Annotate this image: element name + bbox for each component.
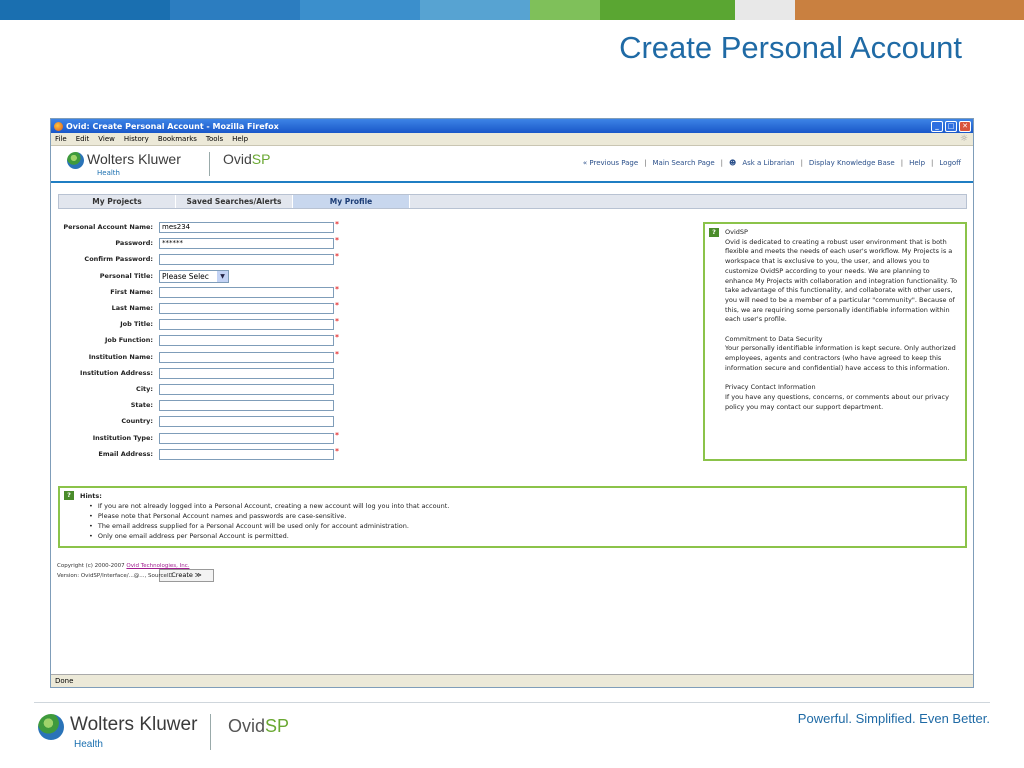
- create-button[interactable]: Create ≫: [159, 569, 214, 582]
- form-row: [51, 416, 351, 428]
- band-segment: [735, 0, 795, 20]
- field-label: Institution Name:: [88, 352, 153, 361]
- text-field[interactable]: mes234: [159, 222, 334, 233]
- band-segment: [170, 0, 300, 20]
- footer-divider: [34, 702, 990, 703]
- hints-title: Hints:: [80, 492, 102, 500]
- form-row: [51, 368, 351, 380]
- footer-product-b: SP: [265, 716, 290, 736]
- info-paragraph: [725, 383, 959, 412]
- status-bar: [51, 674, 973, 687]
- required-marker: *: [335, 349, 339, 359]
- required-marker: *: [335, 317, 339, 327]
- field-label: City:: [136, 385, 153, 393]
- field-label: State:: [130, 401, 153, 410]
- footer-logo-divider: [210, 714, 211, 750]
- field-label: Job Title:: [120, 320, 153, 329]
- text-field[interactable]: [159, 416, 334, 427]
- copyright-text: Copyright (c) 2000-2007: [57, 563, 127, 569]
- wolters-kluwer-globe-icon: [67, 152, 84, 169]
- form-row: [51, 446, 351, 461]
- form-row: [51, 384, 351, 396]
- field-label: Institution Type:: [92, 433, 153, 442]
- band-segment: [300, 0, 420, 20]
- maximize-button[interactable]: □: [945, 121, 957, 132]
- help-icon: ?: [709, 228, 719, 237]
- ovidsp-logo: [223, 151, 270, 167]
- hint-item: • Please note that Personal Account names and passwords are case-sensitive.: [89, 511, 965, 521]
- field-label: Country:: [121, 417, 153, 426]
- logo-sub: Health: [97, 169, 120, 177]
- hints-box: [58, 486, 967, 548]
- text-field[interactable]: [159, 433, 334, 444]
- link-logoff[interactable]: Logoff: [939, 159, 961, 167]
- site-header: [51, 146, 973, 183]
- tab-saved-searches[interactable]: Saved Searches/Alerts: [176, 195, 293, 208]
- form-row: [51, 222, 351, 234]
- menu-file[interactable]: File: [55, 135, 67, 143]
- field-label: Email Address:: [98, 449, 153, 458]
- logo-divider: [209, 152, 210, 176]
- band-segment: [420, 0, 530, 20]
- close-button[interactable]: ✕: [959, 121, 971, 132]
- librarian-icon: ☻: [729, 159, 737, 167]
- logo-product-b: SP: [251, 151, 271, 167]
- firefox-icon: [54, 122, 63, 131]
- required-marker: *: [335, 333, 339, 343]
- menu-edit[interactable]: Edit: [75, 135, 90, 143]
- link-main-search[interactable]: Main Search Page: [652, 159, 715, 167]
- text-field[interactable]: [159, 303, 334, 314]
- browser-title: Ovid: Create Personal Account - Mozilla Firefox: [66, 121, 279, 131]
- field-label: Confirm Password:: [84, 255, 153, 264]
- form-row: [51, 254, 351, 266]
- copyright: [57, 561, 189, 581]
- throbber-icon: ☼: [959, 134, 968, 144]
- wolters-kluwer-globe-icon: [38, 714, 64, 740]
- info-text: Ovid is dedicated to creating a robust user environment that is both flexible and meets the needs of each user's workflow. My Projects is a workspace that is exclusive to you, the user, and allows you to customize OvidSP according to your needs. We are planning to enhance My Projects with collaboration and integration functionality. To take advantage of this functionality, and collaborate with other users, you will need to be a member of a particular "community". Because of this, we are requiring some personally identifiable information within each user's profile.: [725, 237, 958, 324]
- version-text: Version: OvidSP/Interface/...@..., SourceID: [57, 573, 173, 579]
- browser-window: [50, 118, 974, 688]
- tagline: Powerful. Simplified. Even Better.: [797, 711, 990, 726]
- required-marker: *: [335, 220, 339, 229]
- status-text: Done: [55, 677, 74, 685]
- top-links: « Previous Page | Main Search Page | ☻ Ask a Librarian | Display Knowledge Base | Help | Logoff: [582, 159, 961, 167]
- browser-menubar: [51, 133, 973, 146]
- field-label: First Name:: [110, 287, 153, 296]
- band-segment: [600, 0, 735, 20]
- menu-help[interactable]: Help: [232, 135, 249, 143]
- slide-title: Create Personal Account: [619, 30, 962, 65]
- link-help[interactable]: Help: [909, 159, 926, 167]
- field-label: Password:: [115, 239, 153, 248]
- form-row: [51, 430, 351, 445]
- info-text: If you have any questions, concerns, or comments about our privacy policy you may contact our support department.: [725, 392, 949, 411]
- hint-item: • Only one email address per Personal Account is permitted.: [89, 531, 965, 541]
- info-box: [703, 222, 967, 461]
- text-field[interactable]: [159, 449, 334, 460]
- chevron-down-icon[interactable]: ▼: [217, 271, 228, 282]
- band-segment: [0, 0, 170, 20]
- form-row: [51, 335, 351, 347]
- link-previous-page[interactable]: « Previous Page: [582, 159, 639, 167]
- menu-history[interactable]: History: [123, 135, 149, 143]
- help-icon: ?: [64, 491, 74, 500]
- select-value: Please Selec: [162, 271, 209, 281]
- text-field[interactable]: [159, 352, 334, 363]
- form-row: [51, 400, 351, 412]
- footer-sub: Health: [74, 739, 103, 750]
- menu-bookmarks[interactable]: Bookmarks: [157, 135, 197, 143]
- form-row: [51, 349, 351, 364]
- link-knowledge-base[interactable]: Display Knowledge Base: [808, 159, 895, 167]
- field-label: Job Function:: [104, 336, 153, 345]
- menu-view[interactable]: View: [98, 135, 115, 143]
- required-marker: *: [335, 252, 339, 262]
- info-heading: OvidSP: [725, 228, 748, 236]
- required-marker: *: [335, 236, 339, 246]
- text-field[interactable]: [159, 254, 334, 265]
- info-heading: Privacy Contact Information: [725, 383, 816, 392]
- text-field[interactable]: [159, 384, 334, 395]
- band-segment: [795, 0, 1024, 20]
- text-field[interactable]: [159, 400, 334, 411]
- info-heading: Commitment to Data Security: [725, 334, 823, 343]
- form-row: [51, 303, 351, 315]
- profile-tabs: [58, 194, 967, 209]
- hints-list: [80, 501, 965, 541]
- footer-brand: Wolters Kluwer: [70, 714, 198, 735]
- form-row: [51, 319, 351, 331]
- required-marker: *: [335, 430, 339, 440]
- menu-tools[interactable]: Tools: [205, 135, 224, 143]
- text-field[interactable]: [159, 335, 334, 346]
- hint-item: • If you are not already logged into a Personal Account, creating a new account will log you into that account.: [89, 501, 965, 511]
- required-marker: *: [335, 284, 339, 294]
- field-label: Last Name:: [111, 304, 153, 312]
- footer-product-a: Ovid: [228, 716, 266, 736]
- hint-item: • The email address supplied for a Personal Account will be used only for account administration.: [89, 521, 965, 531]
- footer-ovidsp-logo: [228, 716, 289, 737]
- text-field[interactable]: ******: [159, 238, 334, 249]
- info-text: Your personally identifiable information is kept secure. Only authorized employees, agents and contractors (who have agreed to keep this information secure and confidential) have access to this information.: [725, 344, 956, 372]
- company-link[interactable]: Ovid Technologies, Inc.: [126, 563, 190, 569]
- required-marker: *: [335, 301, 339, 310]
- logo-product-a: Ovid: [223, 151, 252, 167]
- text-field[interactable]: [159, 319, 334, 330]
- minimize-button[interactable]: _: [931, 121, 943, 132]
- band-segment: [530, 0, 600, 20]
- link-ask-librarian[interactable]: Ask a Librarian: [742, 159, 795, 167]
- browser-titlebar: [51, 119, 973, 133]
- text-field[interactable]: [159, 368, 334, 379]
- form-row: [51, 271, 351, 283]
- required-marker: *: [335, 446, 339, 456]
- tab-my-projects[interactable]: My Projects: [59, 195, 176, 208]
- field-label: Institution Address:: [80, 368, 153, 377]
- info-paragraph: [725, 228, 959, 325]
- logo-brand: Wolters Kluwer: [87, 151, 181, 167]
- personal-title-select[interactable]: [159, 270, 229, 283]
- form-row: [51, 238, 351, 250]
- form-row: [51, 284, 351, 299]
- tab-my-profile[interactable]: My Profile: [293, 195, 410, 208]
- slide-top-band: [0, 0, 1024, 20]
- text-field[interactable]: [159, 287, 334, 298]
- field-label: Personal Account Name:: [63, 223, 153, 231]
- info-paragraph: [725, 335, 959, 374]
- field-label: Personal Title:: [99, 271, 153, 280]
